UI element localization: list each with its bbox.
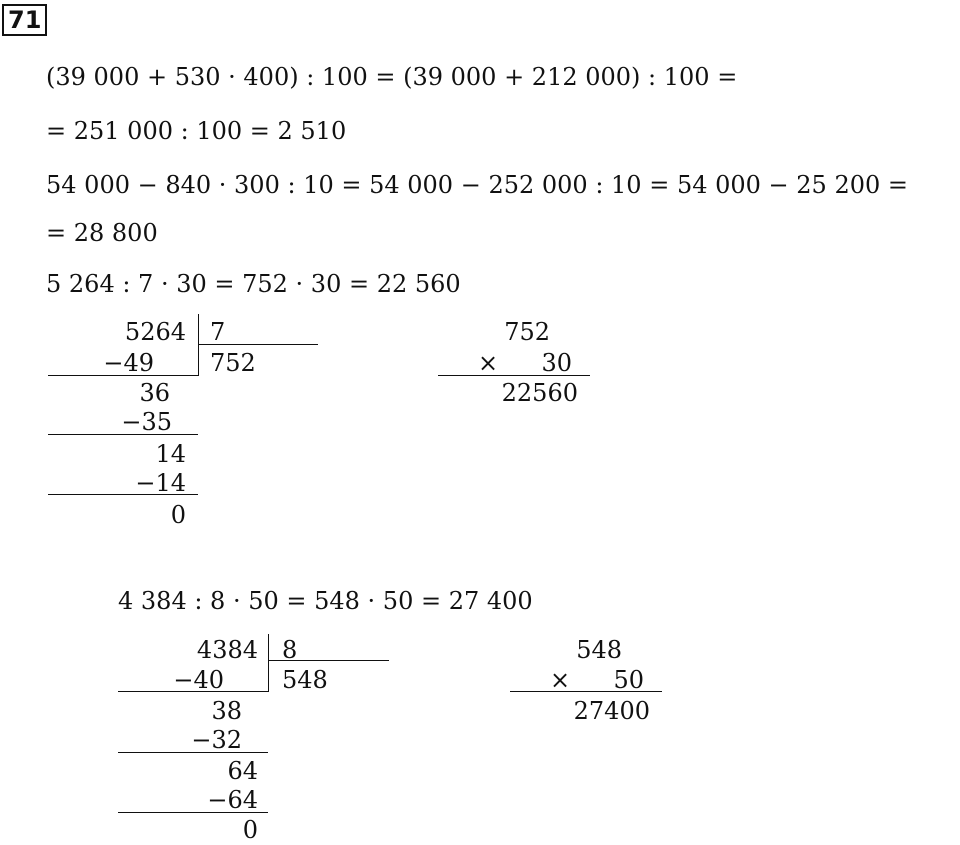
factor-top: 752 — [504, 318, 550, 346]
dividend: 4384 — [196, 636, 258, 664]
step-remainder: 64 — [227, 757, 258, 785]
step-remainder: 38 — [211, 697, 242, 725]
step-remainder: 0 — [242, 816, 258, 844]
step-subtract: −64 — [207, 786, 258, 814]
dividend: 5264 — [124, 318, 186, 346]
expression-line-3: 54 000 − 840 · 300 : 10 = 54 000 − 252 000 : 10 = 54 000 − 25 200 = — [46, 171, 908, 199]
multiply-sign: × — [478, 349, 499, 377]
factor-top: 548 — [576, 636, 622, 664]
expression-line-5: 5 264 : 7 · 30 = 752 · 30 = 22 560 — [46, 270, 461, 298]
step-remainder: 0 — [170, 501, 186, 529]
step-underline — [48, 494, 198, 495]
divisor: 7 — [210, 318, 226, 346]
step-underline — [118, 812, 268, 813]
step-subtract: −35 — [121, 408, 172, 436]
step-underline — [48, 434, 198, 435]
division-bar-vertical — [198, 314, 199, 376]
product: 27400 — [573, 697, 650, 725]
step-underline — [48, 375, 198, 376]
step-subtract: −14 — [135, 469, 186, 497]
quotient: 548 — [282, 666, 328, 694]
multiplication-underline — [438, 375, 590, 376]
problem-number-badge: 71 — [2, 4, 47, 36]
step-remainder: 36 — [139, 379, 170, 407]
step-subtract: −32 — [191, 726, 242, 754]
expression-line-4: = 28 800 — [46, 219, 158, 247]
quotient: 752 — [210, 349, 256, 377]
step-subtract: −49 — [103, 349, 154, 377]
step-underline — [118, 752, 268, 753]
factor-bottom: 30 — [541, 349, 572, 377]
factor-bottom: 50 — [613, 666, 644, 694]
expression-line-1: (39 000 + 530 · 400) : 100 = (39 000 + 212 000) : 100 = — [46, 63, 738, 91]
expression-line-2: = 251 000 : 100 = 2 510 — [46, 117, 347, 145]
multiplication-underline — [510, 691, 662, 692]
product: 22560 — [501, 379, 578, 407]
divisor: 8 — [282, 636, 298, 664]
division-bar-vertical — [268, 634, 269, 692]
multiply-sign: × — [550, 666, 571, 694]
step-remainder: 14 — [155, 440, 186, 468]
step-subtract: −40 — [173, 666, 224, 694]
step-underline — [118, 691, 268, 692]
expression-line-6: 4 384 : 8 · 50 = 548 · 50 = 27 400 — [118, 587, 533, 615]
